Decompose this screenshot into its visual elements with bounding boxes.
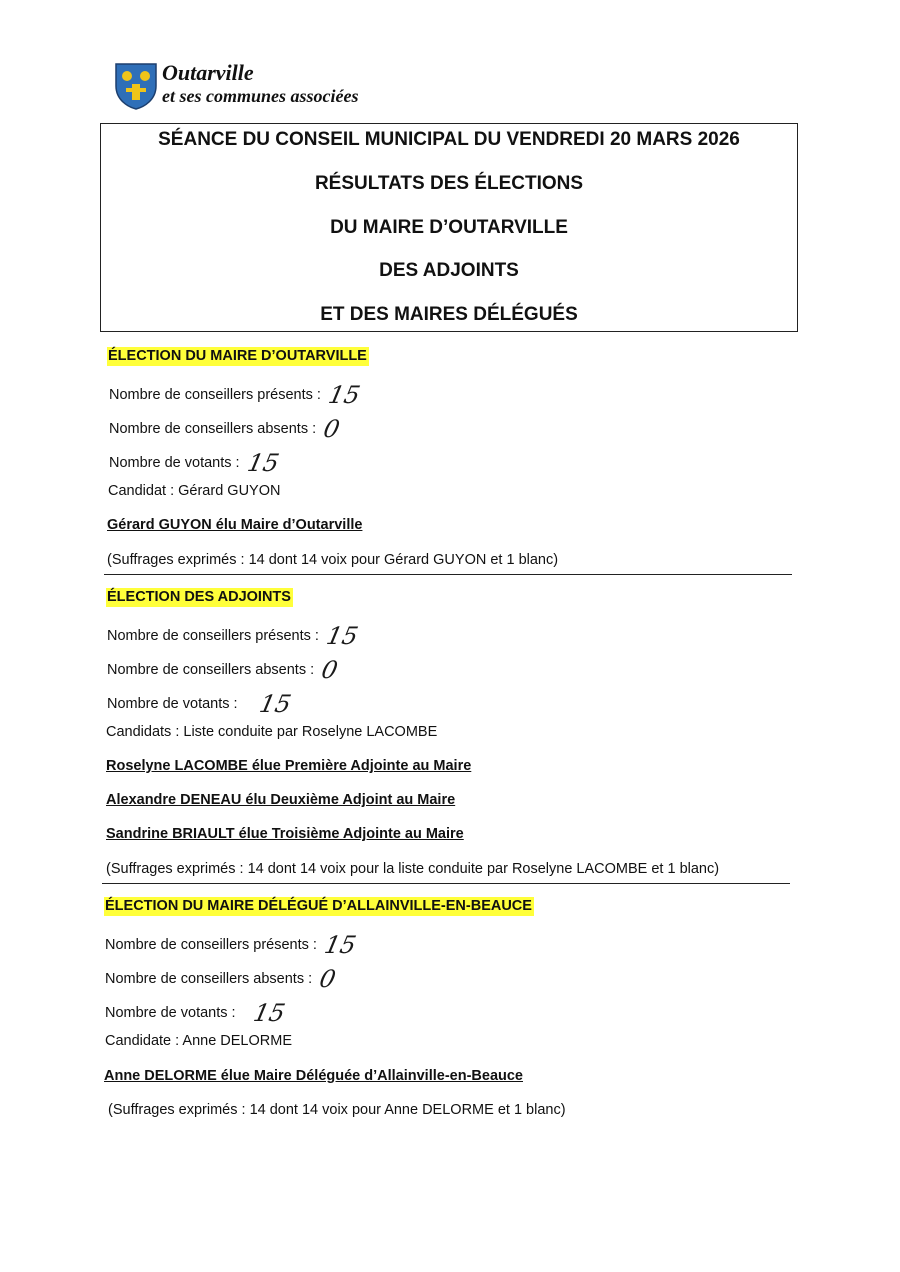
- section-delegue-heading: ÉLECTION DU MAIRE DÉLÉGUÉ D’ALLAINVILLE-EN-BEAUCE: [105, 898, 532, 914]
- section-adjoints-heading: ÉLECTION DES ADJOINTS: [107, 589, 291, 605]
- maire-suffrages: (Suffrages exprimés : 14 dont 14 voix pour Gérard GUYON et 1 blanc): [107, 552, 559, 568]
- delegue-votants: Nombre de votants : 15: [105, 999, 288, 1027]
- coat-of-arms-icon: [114, 62, 158, 110]
- delegue-absents-value: 0: [317, 965, 339, 993]
- title-line-1: SÉANCE DU CONSEIL MUNICIPAL DU VENDREDI 20 MARS 2026: [158, 129, 740, 150]
- adjoints-votants: Nombre de votants : 15: [107, 690, 294, 718]
- adjoints-presents-value: 15: [323, 622, 361, 650]
- adjoints-elu-1: Roselyne LACOMBE élue Première Adjointe au Maire: [106, 758, 472, 774]
- adjoints-elu-2: Alexandre DENEAU élu Deuxième Adjoint au Maire: [106, 792, 456, 808]
- adjoints-absents-value: 0: [319, 656, 341, 684]
- adjoints-elu-3: Sandrine BRIAULT élue Troisième Adjointe au Maire: [106, 826, 464, 842]
- title-box: [100, 123, 798, 332]
- maire-candidat: Candidat : Gérard GUYON: [108, 483, 281, 499]
- delegue-votants-value: 15: [250, 999, 288, 1027]
- adjoints-votants-value: 15: [256, 690, 294, 718]
- maire-absents-value: 0: [321, 415, 343, 443]
- section-divider-2: [102, 883, 790, 884]
- maire-elu: Gérard GUYON élu Maire d’Outarville: [107, 517, 363, 533]
- delegue-presents-value: 15: [321, 931, 359, 959]
- delegue-suffrages: (Suffrages exprimés : 14 dont 14 voix pour Anne DELORME et 1 blanc): [108, 1102, 566, 1118]
- title-line-4: DES ADJOINTS: [379, 260, 519, 281]
- delegue-presents: Nombre de conseillers présents : 15: [105, 931, 359, 959]
- adjoints-suffrages: (Suffrages exprimés : 14 dont 14 voix pour la liste conduite par Roselyne LACOMBE et 1 blanc): [106, 861, 720, 877]
- title-line-2: RÉSULTATS DES ÉLECTIONS: [314, 173, 584, 194]
- maire-presents-value: 15: [325, 381, 363, 409]
- adjoints-absents: Nombre de conseillers absents : 0: [107, 656, 341, 684]
- delegue-absents: Nombre de conseillers absents : 0: [105, 965, 339, 993]
- logo-title: Outarville: [162, 60, 254, 85]
- maire-votants: Nombre de votants : 15: [109, 449, 282, 477]
- delegue-candidate: Candidate : Anne DELORME: [105, 1033, 292, 1049]
- maire-presents: Nombre de conseillers présents : 15: [109, 381, 363, 409]
- maire-absents: Nombre de conseillers absents : 0: [109, 415, 343, 443]
- title-line-5: ET DES MAIRES DÉLÉGUÉS: [320, 304, 578, 325]
- adjoints-candidats: Candidats : Liste conduite par Roselyne LACOMBE: [106, 724, 438, 740]
- section-divider-1: [104, 574, 792, 575]
- logo-subtitle: et ses communes associées: [162, 86, 359, 106]
- delegue-elue: Anne DELORME élue Maire Déléguée d’Allainville-en-Beauce: [104, 1068, 523, 1084]
- title-line-3: DU MAIRE D’OUTARVILLE: [330, 217, 568, 238]
- section-maire-heading: ÉLECTION DU MAIRE D’OUTARVILLE: [108, 348, 367, 364]
- maire-votants-value: 15: [244, 449, 282, 477]
- adjoints-presents: Nombre de conseillers présents : 15: [107, 622, 361, 650]
